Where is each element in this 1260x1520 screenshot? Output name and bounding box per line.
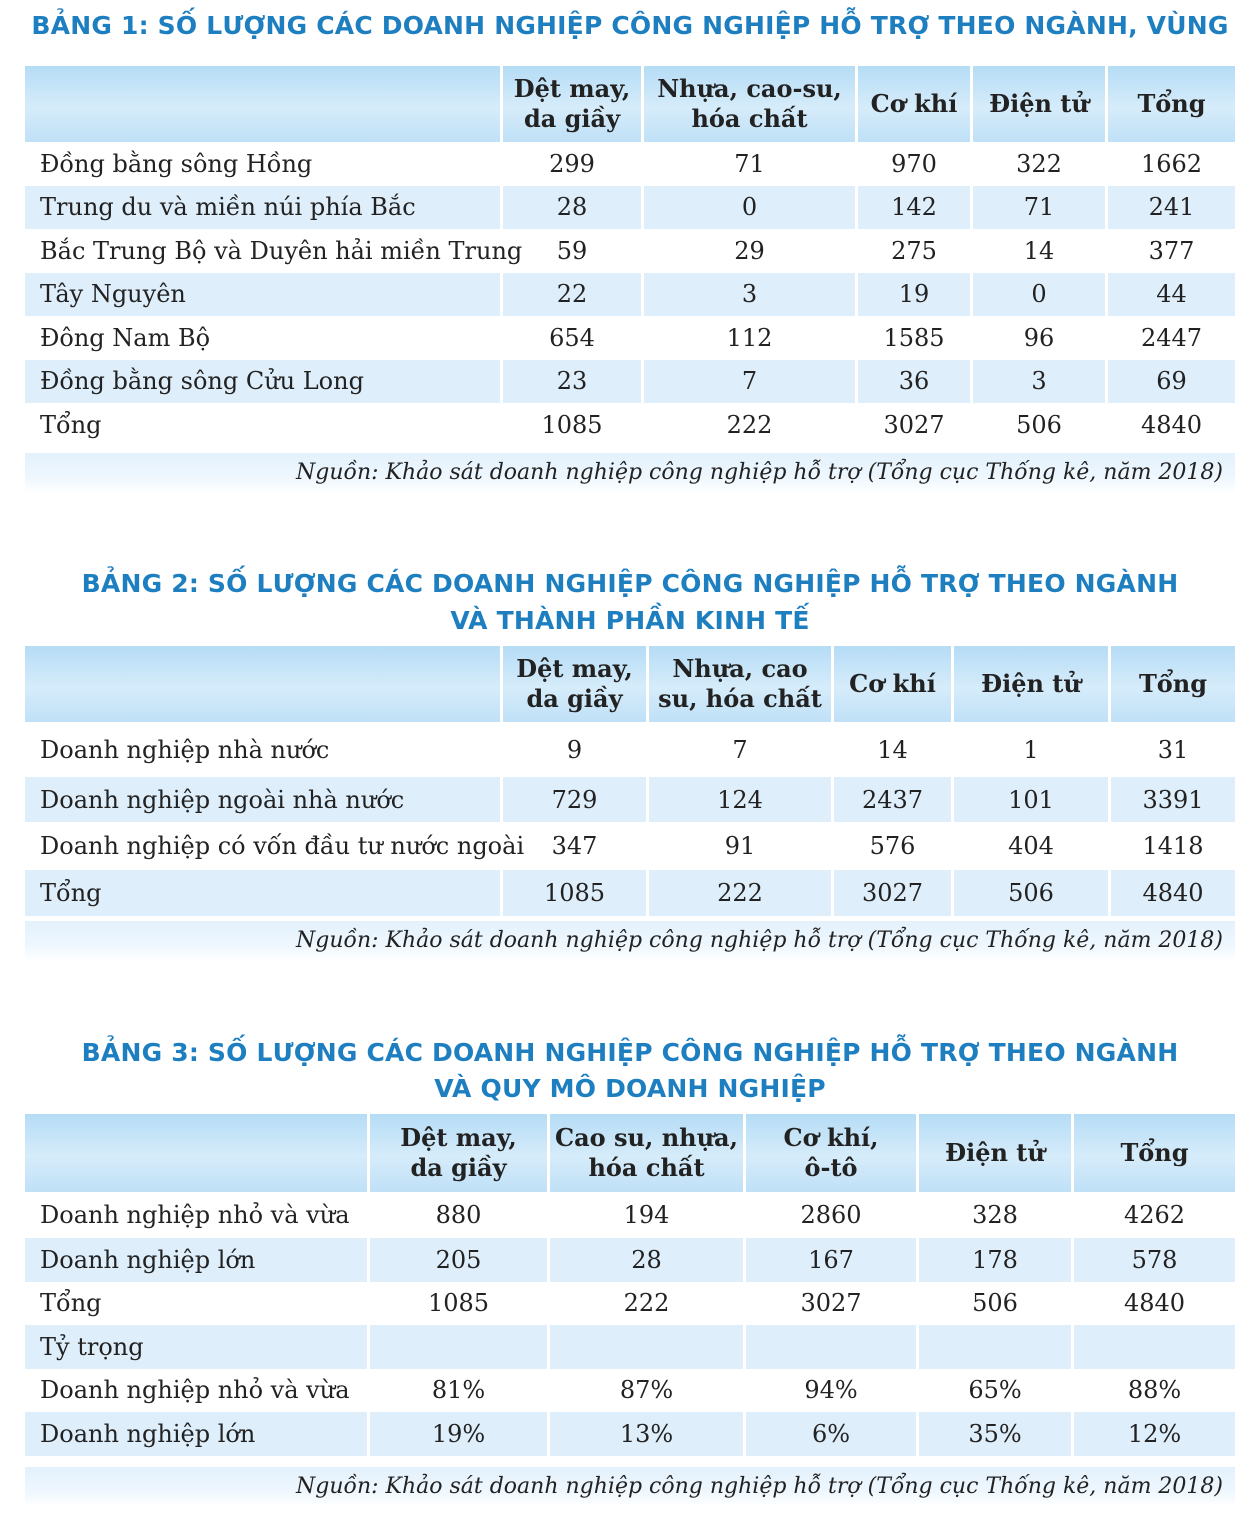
table-row-total [25, 1282, 1235, 1326]
table-cell: 4262 [1071, 1192, 1235, 1238]
header-line: Dệt may, [513, 74, 631, 103]
table-cell: 2860 [743, 1192, 916, 1238]
table3-header-electronics: Điện tử [916, 1114, 1071, 1192]
row-label: Doanh nghiệp lớn [25, 1412, 367, 1456]
row-label: Đông Nam Bộ [40, 323, 211, 352]
table-cell: 377 [1105, 229, 1235, 273]
table3-header-corner [25, 1114, 367, 1192]
table-row [25, 822, 1235, 870]
header-line: su, hóa chất [658, 684, 822, 713]
table-cell: 222 [646, 870, 831, 916]
row-label: Doanh nghiệp nhỏ và vừa [40, 1376, 350, 1405]
table-cell: 59 [500, 229, 641, 273]
table2-source: Nguồn: Khảo sát doanh nghiệp công nghiệp hỗ trợ (Tổng cục Thống kê, năm 2018) [25, 921, 1235, 961]
table-cell: 576 [831, 822, 951, 870]
row-label: Doanh nghiệp lớn [25, 1238, 367, 1282]
table-cell [367, 1325, 547, 1369]
table-cell: 222 [547, 1282, 743, 1326]
table-cell: 1085 [500, 403, 641, 447]
table-cell [916, 1325, 1071, 1369]
table2-header-textile [500, 646, 646, 722]
row-label: Bắc Trung Bộ và Duyên hải miền Trung [40, 236, 523, 265]
table-cell: 3027 [855, 403, 970, 447]
table-cell: 729 [500, 777, 646, 822]
table-cell: 101 [951, 777, 1108, 822]
table-cell: 96 [970, 316, 1105, 360]
table-cell: 3 [641, 273, 855, 317]
table-cell: 1585 [855, 316, 970, 360]
table1-header-electronics: Điện tử [970, 66, 1105, 142]
table-cell [547, 1325, 743, 1369]
header-line: Dệt may, [400, 1123, 517, 1152]
table-cell: 1085 [500, 870, 646, 916]
row-label: Tây Nguyên [25, 273, 500, 317]
table2 [25, 646, 1235, 916]
table-cell: 14 [970, 229, 1105, 273]
table-cell: 347 [500, 822, 646, 870]
table-cell: 12% [1071, 1412, 1235, 1456]
table1-header-row [25, 66, 1235, 142]
table-row [25, 273, 1235, 317]
table-cell: 3027 [831, 870, 951, 916]
table-cell: 970 [855, 142, 970, 186]
table-cell [1071, 1325, 1235, 1369]
header-line: da giầy [526, 684, 623, 713]
row-label: Doanh nghiệp ngoài nhà nước [25, 777, 500, 822]
table1-header-mechanical: Cơ khí [855, 66, 970, 142]
table-cell: 91 [646, 822, 831, 870]
table-cell: 19% [367, 1412, 547, 1456]
table2-header-total: Tổng [1108, 646, 1235, 722]
header-line: Cơ khí, [783, 1123, 879, 1152]
table3-header-mechanical [743, 1114, 916, 1192]
table-cell: 28 [500, 186, 641, 230]
table-cell: 14 [831, 722, 951, 777]
table-cell: 1418 [1108, 822, 1235, 870]
table-cell: 1662 [1105, 142, 1235, 186]
table-cell: 28 [547, 1238, 743, 1282]
table-row [25, 1238, 1235, 1282]
header-line: Nhựa, cao [672, 654, 808, 683]
table1-header-total: Tổng [1105, 66, 1235, 142]
table-cell: 81% [367, 1369, 547, 1413]
table-cell: 35% [916, 1412, 1071, 1456]
table3-header-textile [367, 1114, 547, 1192]
header-line: Cao su, nhựa, [555, 1123, 738, 1152]
table1 [25, 66, 1235, 447]
row-label: Trung du và miền núi phía Bắc [25, 186, 500, 230]
table3 [25, 1114, 1235, 1456]
table-row [25, 777, 1235, 822]
table-row-total [25, 870, 1235, 916]
table-row [25, 1369, 1235, 1413]
header-line: da giầy [410, 1153, 507, 1182]
table-cell: 3 [970, 360, 1105, 404]
header-line: hóa chất [691, 104, 808, 133]
table-cell: 13% [547, 1412, 743, 1456]
row-label: Tổng [25, 870, 500, 916]
table-cell: 167 [743, 1238, 916, 1282]
table3-title-line2: VÀ QUY MÔ DOANH NGHIỆP [434, 1074, 826, 1103]
table-cell: 112 [641, 316, 855, 360]
table-cell: 6% [743, 1412, 916, 1456]
table-cell: 94% [743, 1369, 916, 1413]
table-row-section [25, 1325, 1235, 1369]
table-cell: 880 [367, 1192, 547, 1238]
header-line: Dệt may, [516, 654, 633, 683]
table1-header-plastic [641, 66, 855, 142]
table-cell: 578 [1071, 1238, 1235, 1282]
table3-header-rubber [547, 1114, 743, 1192]
table-cell: 178 [916, 1238, 1071, 1282]
table-cell: 87% [547, 1369, 743, 1413]
table-cell: 69 [1105, 360, 1235, 404]
table-cell: 31 [1108, 722, 1235, 777]
row-label: Tỷ trọng [25, 1325, 367, 1369]
table3-source: Nguồn: Khảo sát doanh nghiệp công nghiệp hỗ trợ (Tổng cục Thống kê, năm 2018) [25, 1467, 1235, 1507]
table-cell: 36 [855, 360, 970, 404]
table-cell: 2437 [831, 777, 951, 822]
table2-header-electronics: Điện tử [951, 646, 1108, 722]
table-cell: 3027 [743, 1282, 916, 1326]
table-cell: 65% [916, 1369, 1071, 1413]
table-row [25, 1412, 1235, 1456]
table2-title-line1: BẢNG 2: SỐ LƯỢNG CÁC DOANH NGHIỆP CÔNG NGHIỆP HỖ TRỢ THEO NGÀNH [81, 569, 1179, 598]
header-line: da giầy [523, 104, 621, 133]
table-cell: 23 [500, 360, 641, 404]
row-label: Đồng bằng sông Hồng [40, 149, 313, 178]
table1-header-corner [25, 66, 500, 142]
table-cell: 1085 [367, 1282, 547, 1326]
table-row [25, 186, 1235, 230]
table-cell: 4840 [1071, 1282, 1235, 1326]
table-cell: 22 [500, 273, 641, 317]
table-cell: 9 [500, 722, 646, 777]
table-cell: 4840 [1105, 403, 1235, 447]
table-cell [743, 1325, 916, 1369]
table3-header-row [25, 1114, 1235, 1192]
header-line: ô-tô [804, 1153, 858, 1182]
row-label: Đồng bằng sông Cửu Long [25, 360, 500, 404]
table-row [25, 142, 1235, 186]
table1-source: Nguồn: Khảo sát doanh nghiệp công nghiệp hỗ trợ (Tổng cục Thống kê, năm 2018) [25, 453, 1235, 493]
table2-header-row [25, 646, 1235, 722]
table-row [25, 360, 1235, 404]
table-cell: 241 [1105, 186, 1235, 230]
table-cell: 142 [855, 186, 970, 230]
table2-header-corner [25, 646, 500, 722]
table-cell: 29 [641, 229, 855, 273]
table-cell: 3391 [1108, 777, 1235, 822]
table-cell: 506 [916, 1282, 1071, 1326]
table2-header-plastic [646, 646, 831, 722]
table-row [25, 316, 1235, 360]
row-label: Tổng [40, 410, 102, 439]
table-cell: 506 [951, 870, 1108, 916]
row-label: Doanh nghiệp nhỏ và vừa [40, 1201, 350, 1229]
table-cell: 299 [500, 142, 641, 186]
table-cell: 328 [916, 1192, 1071, 1238]
table-cell: 7 [641, 360, 855, 404]
table-cell: 654 [500, 316, 641, 360]
table-cell: 71 [641, 142, 855, 186]
table-cell: 7 [646, 722, 831, 777]
table3-header-total: Tổng [1071, 1114, 1235, 1192]
table-row [25, 1192, 1235, 1238]
header-line: hóa chất [588, 1153, 705, 1182]
table-cell: 44 [1105, 273, 1235, 317]
table-cell: 322 [970, 142, 1105, 186]
table-cell: 0 [970, 273, 1105, 317]
table-cell: 1 [951, 722, 1108, 777]
table-row [25, 722, 1235, 777]
table1-title: BẢNG 1: SỐ LƯỢNG CÁC DOANH NGHIỆP CÔNG NGHIỆP HỖ TRỢ THEO NGÀNH, VÙNG [31, 11, 1229, 40]
table-cell: 0 [641, 186, 855, 230]
table-cell: 194 [547, 1192, 743, 1238]
table-cell: 275 [855, 229, 970, 273]
table2-title-line2: VÀ THÀNH PHẦN KINH TẾ [450, 606, 810, 635]
table-cell: 19 [855, 273, 970, 317]
table-cell: 404 [951, 822, 1108, 870]
table-cell: 506 [970, 403, 1105, 447]
table2-header-mechanical: Cơ khí [831, 646, 951, 722]
row-label: Doanh nghiệp nhà nước [40, 735, 330, 764]
table-cell: 124 [646, 777, 831, 822]
table-cell: 2447 [1105, 316, 1235, 360]
table-row [25, 229, 1235, 273]
table-cell: 222 [641, 403, 855, 447]
table3-title-line1: BẢNG 3: SỐ LƯỢNG CÁC DOANH NGHIỆP CÔNG NGHIỆP HỖ TRỢ THEO NGÀNH [81, 1038, 1179, 1067]
table-cell: 4840 [1108, 870, 1235, 916]
row-label: Tổng [40, 1289, 102, 1318]
row-label: Doanh nghiệp có vốn đầu tư nước ngoài [40, 832, 525, 860]
table1-header-textile [500, 66, 641, 142]
table-cell: 71 [970, 186, 1105, 230]
table-row-total [25, 403, 1235, 447]
table-cell: 88% [1071, 1369, 1235, 1413]
table-cell: 205 [367, 1238, 547, 1282]
header-line: Nhựa, cao-su, [657, 74, 842, 103]
